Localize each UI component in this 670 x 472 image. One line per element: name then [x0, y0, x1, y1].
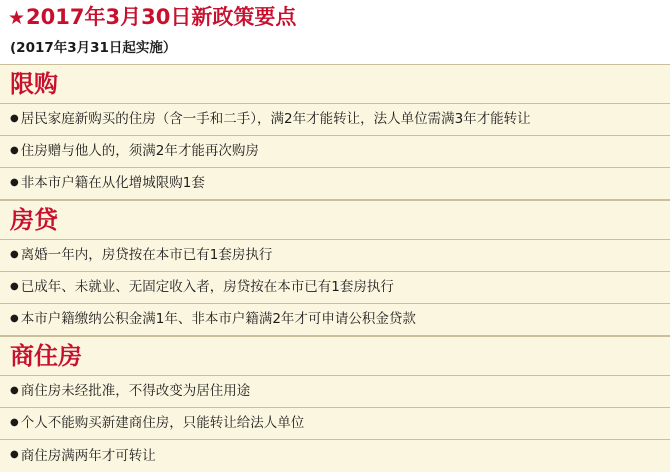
bullet-icon: ● — [10, 416, 19, 428]
section-title: 限购 — [10, 70, 58, 99]
section-limit-purchase — [0, 64, 670, 200]
section-title: 房贷 — [10, 206, 58, 235]
bullet-icon: ● — [10, 384, 19, 396]
list-item-text: 商住房未经批准，不得改变为居住用途 — [20, 383, 251, 400]
list-item-text: 本市户籍缴纳公积金满1年、非本市户籍满2年才可申请公积金贷款 — [20, 311, 416, 328]
bullet-icon: ● — [10, 144, 19, 156]
list-item — [0, 136, 670, 168]
bullet-icon: ● — [10, 248, 19, 260]
star-icon: ★ — [8, 7, 26, 29]
section-header — [0, 201, 670, 240]
list-item-text: 住房赠与他人的，须满2年才能再次购房 — [20, 143, 259, 160]
list-item-text: 已成年、未就业、无固定收入者，房贷按在本市已有1套房执行 — [20, 279, 394, 296]
section-mortgage — [0, 200, 670, 336]
bullet-icon: ● — [10, 312, 19, 324]
bullet-icon: ● — [10, 176, 19, 188]
list-item — [0, 168, 670, 200]
bullet-icon: ● — [10, 449, 19, 461]
section-header — [0, 65, 670, 104]
list-item — [0, 272, 670, 304]
section-title: 商住房 — [10, 342, 82, 371]
list-item-text: 居民家庭新购买的住房（含一手和二手），满2年才能转让，法人单位需满3年才能转让 — [20, 111, 531, 128]
section-header — [0, 337, 670, 376]
section-commercial-residential — [0, 336, 670, 472]
list-item — [0, 304, 670, 336]
title-row — [0, 0, 670, 29]
list-item — [0, 104, 670, 136]
list-item-text: 商住房满两年才可转让 — [20, 447, 156, 464]
list-item-text: 非本市户籍在从化增城限购1套 — [20, 175, 205, 192]
list-item-text: 个人不能购买新建商住房，只能转让给法人单位 — [20, 415, 305, 432]
list-item — [0, 440, 670, 472]
page-title: 2017年3月30日新政策要点 — [26, 5, 297, 29]
bullet-icon: ● — [10, 280, 19, 292]
list-item-text: 离婚一年内，房贷按在本市已有1套房执行 — [20, 247, 273, 264]
page-subtitle: (2017年3月31日起实施） — [10, 40, 177, 57]
list-item — [0, 408, 670, 440]
list-item — [0, 240, 670, 272]
bullet-icon: ● — [10, 112, 19, 124]
list-item — [0, 376, 670, 408]
